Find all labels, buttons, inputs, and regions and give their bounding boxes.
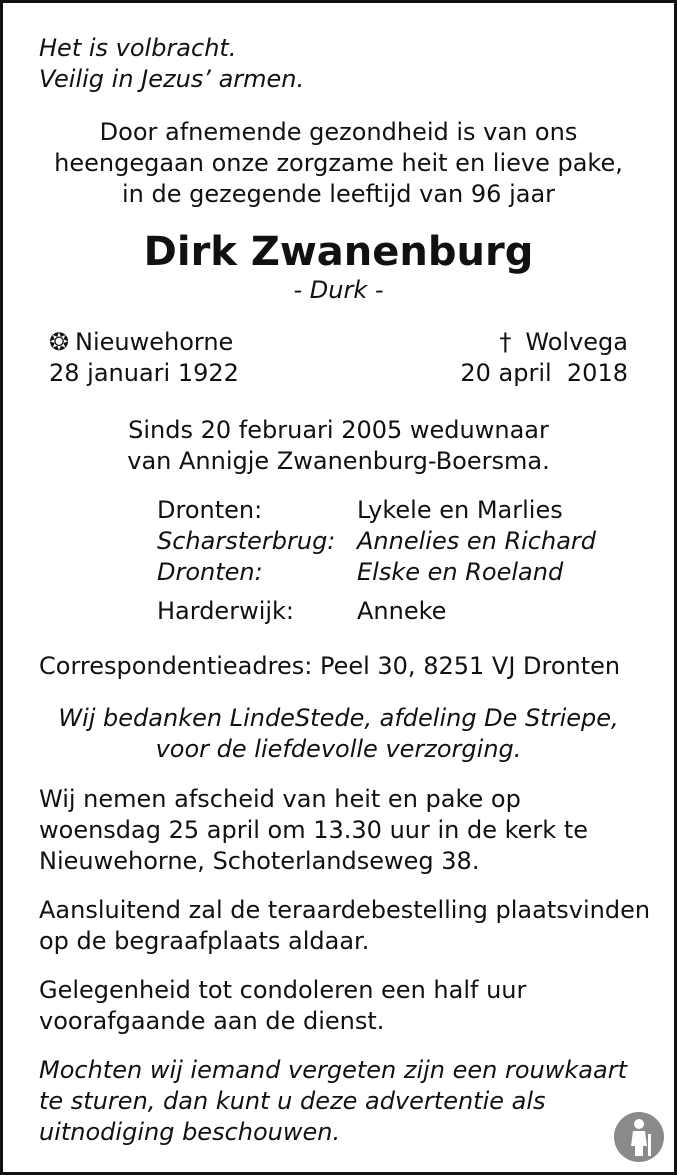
motto [39, 33, 638, 95]
burial-line: op de begraafplaats aldaar. [39, 927, 370, 955]
family-place: Harderwijk: [157, 597, 295, 625]
condolence-note [39, 975, 638, 1037]
dates-row [49, 358, 628, 389]
thanks-line: voor de liefdevolle verzorging. [155, 735, 522, 763]
farewell-line: Wij nemen afscheid van heit en pake op [39, 785, 521, 813]
condolence-line: voorafgaande aan de dienst. [39, 1007, 385, 1035]
life-dates [49, 327, 628, 389]
intro-line: in de gezegende leeftijd van 96 jaar [121, 180, 556, 208]
closing-line: uitnodiging beschouwen. [39, 1118, 341, 1146]
family-names: Annelies en Richard [357, 527, 597, 555]
family-row [157, 526, 638, 557]
motto-line: Het is volbracht. [39, 34, 237, 62]
farewell-note [39, 784, 638, 877]
widower-line: van Annigje Zwanenburg-Boersma. [127, 447, 550, 475]
family-names: Elske en Roeland [357, 558, 564, 586]
nickname: - Durk - [293, 276, 384, 304]
closing-line: te sturen, dan kunt u deze advertentie als [39, 1087, 546, 1115]
condolence-line: Gelegenheid tot condoleren een half uur [39, 976, 527, 1004]
intro [39, 117, 638, 210]
farewell-line: woensdag 25 april om 13.30 uur in de kerk te [39, 816, 588, 844]
mourning-figure-icon-graphic [614, 1112, 664, 1162]
intro-line: Door afnemende gezondheid is van ons [99, 118, 578, 146]
death-place-label: Wolvega [525, 328, 628, 356]
family-row [157, 596, 638, 627]
correspondence-address: Correspondentieadres: Peel 30, 8251 VJ Dronten [39, 652, 621, 680]
intro-line: heengegaan onze zorgzame heit en lieve pake, [54, 149, 623, 177]
cross-icon: † [499, 328, 512, 356]
death-date: 20 april 2018 [460, 359, 628, 387]
family-row [157, 557, 638, 588]
family-place: Dronten: [157, 558, 263, 586]
birth-place [49, 327, 233, 358]
death-place [499, 327, 628, 358]
birth-date: 28 januari 1922 [49, 359, 239, 387]
mourning-figure-icon [614, 1112, 664, 1162]
family-place: Dronten: [157, 496, 263, 524]
family-names: Lykele en Marlies [357, 496, 563, 524]
birth-place-label: Nieuwehorne [75, 328, 234, 356]
places-row [49, 327, 628, 358]
motto-line: Veilig in Jezus’ armen. [39, 65, 305, 93]
family-names: Anneke [357, 597, 447, 625]
widower-note [39, 415, 638, 477]
farewell-line: Nieuwehorne, Schoterlandseweg 38. [39, 847, 480, 875]
family-row [157, 495, 638, 526]
family-place: Scharsterbrug: [157, 527, 336, 555]
widower-line: Sinds 20 februari 2005 weduwnaar [128, 416, 549, 444]
deceased-name: Dirk Zwanenburg [143, 229, 534, 275]
closing-note [39, 1055, 638, 1148]
star-icon: ❂ [49, 328, 70, 356]
thanks-note [39, 703, 638, 765]
burial-line: Aansluitend zal de teraardebestelling plaatsvinden [39, 896, 651, 924]
thanks-line: Wij bedanken LindeStede, afdeling De Striepe, [58, 704, 619, 732]
closing-line: Mochten wij iemand vergeten zijn een rouwkaart [39, 1056, 627, 1084]
family-list [157, 495, 638, 627]
burial-note [39, 895, 651, 957]
